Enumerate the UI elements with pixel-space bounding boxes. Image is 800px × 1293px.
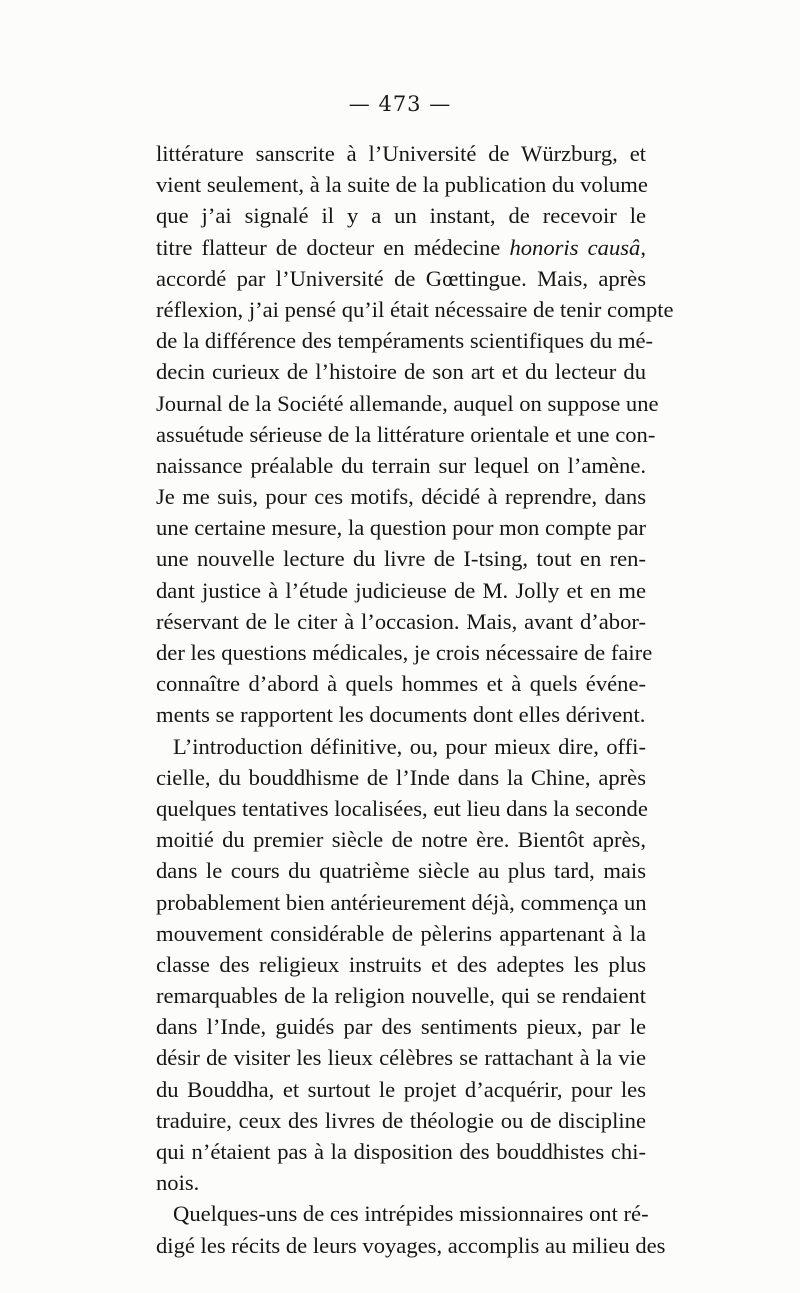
text-line: moitié du premier siècle de notre ère. Bientôt après, <box>156 827 646 853</box>
text-line: désir de visiter les lieux célèbres se rattachant à la vie <box>156 1045 646 1071</box>
text-line: remarquables de la religion nouvelle, qui se rendaient <box>156 983 646 1009</box>
text-line: dans l’Inde, guidés par des sentiments pieux, par le <box>156 1014 646 1040</box>
text-line: L’introduction définitive, ou, pour mieux dire, offi- <box>173 733 646 759</box>
italic-phrase: honoris causâ <box>509 234 641 260</box>
text-line: decin curieux de l’histoire de son art et du lecteur du <box>156 359 646 385</box>
text-line: quelques tentatives localisées, eut lieu dans la seconde <box>156 795 648 821</box>
text-line: classe des religieux instruits et des adeptes les plus <box>156 951 646 977</box>
text-line: assuétude sérieuse de la littérature orientale et une con- <box>156 421 656 447</box>
text-line: der les questions médicales, je crois nécessaire de faire <box>156 640 653 665</box>
text-line: une certaine mesure, la question pour mon compte par <box>156 515 646 541</box>
text-line: dant justice à l’étude judicieuse de M. Jolly et en me <box>156 577 646 603</box>
text-line: cielle, du bouddhisme de l’Inde dans la Chine, après <box>156 764 646 790</box>
text-line: du Bouddha, et surtout le projet d’acquérir, pour les <box>156 1076 646 1102</box>
paragraph <box>156 731 646 1199</box>
text-line: nois. <box>156 1170 200 1196</box>
text-line: accordé par l’Université de Gœttingue. Mais, après <box>156 265 646 291</box>
text-line: ments se rapportent les documents dont elles dérivent. <box>156 702 646 728</box>
text-line: une nouvelle lecture du livre de I-tsing, tout en ren- <box>156 546 646 572</box>
text-line: mouvement considérable de pèlerins appartenant à la <box>156 920 646 946</box>
text-line: Je me suis, pour ces motifs, décidé à reprendre, dans <box>156 484 646 510</box>
text-line: réservant de le citer à l’occasion. Mais, avant d’abor- <box>156 608 646 634</box>
text-line: naissance préalable du terrain sur lequel on l’amène. <box>156 452 646 478</box>
text-line: connaître d’abord à quels hommes et à quels événe- <box>156 671 646 697</box>
text-line: probablement bien antérieurement déjà, commença un <box>156 889 647 915</box>
text-line: dans le cours du quatrième siècle au plus tard, mais <box>156 858 646 884</box>
text-line: digé les récits de leurs voyages, accomplis au milieu des <box>156 1232 666 1258</box>
text-line: vient seulement, à la suite de la publication du volume <box>156 172 648 198</box>
paragraph <box>156 1198 666 1260</box>
body-text <box>156 138 674 1261</box>
text-line: titre flatteur de docteur en médecine honoris causâ, <box>156 234 646 260</box>
text-line: Quelques-uns de ces intrépides missionnaires ont ré- <box>173 1201 649 1227</box>
paragraph <box>156 138 674 731</box>
text-line: qui n’étaient pas à la disposition des bouddhistes chi- <box>156 1139 646 1164</box>
text-line: réflexion, j’ai pensé qu’il était nécessaire de tenir compte <box>156 296 674 322</box>
text-line: de la différence des tempéraments scientifiques du mé- <box>156 328 654 354</box>
text-line: Journal de la Société allemande, auquel on suppose une <box>156 390 659 416</box>
text-line: traduire, ceux des livres de théologie ou de discipline <box>156 1107 646 1133</box>
text-line: littérature sanscrite à l’Université de Würzburg, et <box>156 141 646 166</box>
text-line: que j’ai signalé il y a un instant, de recevoir le <box>156 203 646 229</box>
page-number: — 473 — <box>348 92 452 116</box>
